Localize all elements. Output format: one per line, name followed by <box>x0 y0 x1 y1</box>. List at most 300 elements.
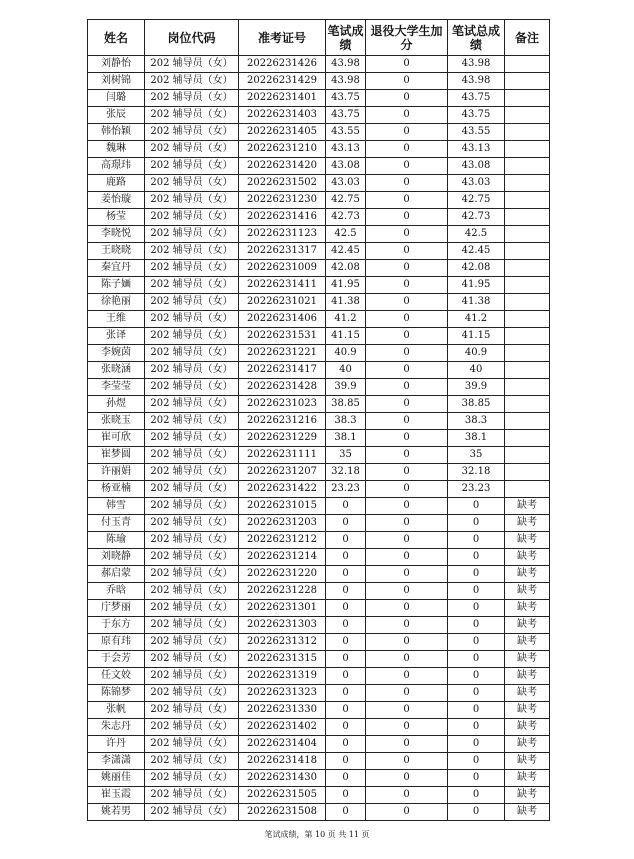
exam-number-cell: 20226231422 <box>239 481 326 498</box>
table-row <box>88 770 550 787</box>
total-score-cell: 23.23 <box>448 481 505 498</box>
table-row <box>88 56 550 73</box>
name-cell: 陈瑜 <box>88 532 145 549</box>
veteran-bonus-cell: 0 <box>366 73 448 90</box>
exam-number-cell: 20226231405 <box>239 124 326 141</box>
name-cell: 任文姣 <box>88 668 145 685</box>
remarks-cell <box>505 192 550 209</box>
name-cell: 秦宜丹 <box>88 260 145 277</box>
position-code-cell: 202 辅导员（女） <box>145 345 239 362</box>
name-cell: 杨莹 <box>88 209 145 226</box>
remarks-cell <box>505 430 550 447</box>
veteran-bonus-cell: 0 <box>366 549 448 566</box>
header-remarks: 备注 <box>505 20 550 56</box>
written-score-cell: 0 <box>326 736 366 753</box>
table-row <box>88 753 550 770</box>
name-cell: 王晓晓 <box>88 243 145 260</box>
name-cell: 郝启蒙 <box>88 566 145 583</box>
remarks-cell: 缺考 <box>505 770 550 787</box>
position-code-cell: 202 辅导员（女） <box>145 226 239 243</box>
written-score-cell: 0 <box>326 634 366 651</box>
remarks-cell: 缺考 <box>505 583 550 600</box>
name-cell: 庁梦丽 <box>88 600 145 617</box>
table-row <box>88 260 550 277</box>
name-cell: 张辰 <box>88 107 145 124</box>
table-row <box>88 702 550 719</box>
total-score-cell: 38.3 <box>448 413 505 430</box>
table-row <box>88 651 550 668</box>
remarks-cell <box>505 56 550 73</box>
written-score-cell: 40.9 <box>326 345 366 362</box>
total-score-cell: 43.13 <box>448 141 505 158</box>
veteran-bonus-cell: 0 <box>366 719 448 736</box>
veteran-bonus-cell: 0 <box>366 396 448 413</box>
veteran-bonus-cell: 0 <box>366 787 448 804</box>
total-score-cell: 0 <box>448 736 505 753</box>
table-row <box>88 617 550 634</box>
remarks-cell: 缺考 <box>505 566 550 583</box>
remarks-cell <box>505 379 550 396</box>
exam-number-cell: 20226231111 <box>239 447 326 464</box>
position-code-cell: 202 辅导员（女） <box>145 277 239 294</box>
remarks-cell <box>505 90 550 107</box>
position-code-cell: 202 辅导员（女） <box>145 515 239 532</box>
veteran-bonus-cell: 0 <box>366 464 448 481</box>
position-code-cell: 202 辅导员（女） <box>145 124 239 141</box>
remarks-cell <box>505 141 550 158</box>
position-code-cell: 202 辅导员（女） <box>145 294 239 311</box>
position-code-cell: 202 辅导员（女） <box>145 158 239 175</box>
exam-number-cell: 20226231230 <box>239 192 326 209</box>
written-score-cell: 0 <box>326 668 366 685</box>
total-score-cell: 41.38 <box>448 294 505 311</box>
table-row <box>88 345 550 362</box>
remarks-cell: 缺考 <box>505 804 550 821</box>
exam-number-cell: 20226231416 <box>239 209 326 226</box>
position-code-cell: 202 辅导员（女） <box>145 56 239 73</box>
total-score-cell: 43.98 <box>448 73 505 90</box>
exam-number-cell: 20226231401 <box>239 90 326 107</box>
total-score-cell: 0 <box>448 668 505 685</box>
remarks-cell: 缺考 <box>505 515 550 532</box>
total-score-cell: 42.75 <box>448 192 505 209</box>
name-cell: 许丽娟 <box>88 464 145 481</box>
veteran-bonus-cell: 0 <box>366 651 448 668</box>
table-row <box>88 447 550 464</box>
written-score-cell: 43.98 <box>326 73 366 90</box>
exam-number-cell: 20226231508 <box>239 804 326 821</box>
written-score-cell: 0 <box>326 719 366 736</box>
total-score-cell: 42.45 <box>448 243 505 260</box>
exam-number-cell: 20226231023 <box>239 396 326 413</box>
position-code-cell: 202 辅导员（女） <box>145 481 239 498</box>
name-cell: 朱志丹 <box>88 719 145 736</box>
position-code-cell: 202 辅导员（女） <box>145 90 239 107</box>
veteran-bonus-cell: 0 <box>366 56 448 73</box>
header-veteran-bonus: 退役大学生加分 <box>366 20 448 56</box>
written-score-cell: 0 <box>326 532 366 549</box>
position-code-cell: 202 辅导员（女） <box>145 804 239 821</box>
table-row <box>88 192 550 209</box>
table-header <box>88 20 550 56</box>
position-code-cell: 202 辅导员（女） <box>145 753 239 770</box>
table-row <box>88 413 550 430</box>
table-row <box>88 566 550 583</box>
position-code-cell: 202 辅导员（女） <box>145 719 239 736</box>
exam-number-cell: 20226231216 <box>239 413 326 430</box>
veteran-bonus-cell: 0 <box>366 124 448 141</box>
total-score-cell: 0 <box>448 770 505 787</box>
exam-number-cell: 20226231531 <box>239 328 326 345</box>
table-row <box>88 634 550 651</box>
total-score-cell: 40.9 <box>448 345 505 362</box>
table-row <box>88 158 550 175</box>
written-score-cell: 0 <box>326 651 366 668</box>
exam-number-cell: 20226231021 <box>239 294 326 311</box>
position-code-cell: 202 辅导员（女） <box>145 532 239 549</box>
name-cell: 崔可欣 <box>88 430 145 447</box>
total-score-cell: 0 <box>448 787 505 804</box>
total-score-cell: 0 <box>448 617 505 634</box>
remarks-cell <box>505 243 550 260</box>
remarks-cell: 缺考 <box>505 736 550 753</box>
name-cell: 徐艳丽 <box>88 294 145 311</box>
total-score-cell: 42.73 <box>448 209 505 226</box>
position-code-cell: 202 辅导员（女） <box>145 702 239 719</box>
table-row <box>88 583 550 600</box>
exam-number-cell: 20226231229 <box>239 430 326 447</box>
remarks-cell <box>505 362 550 379</box>
total-score-cell: 0 <box>448 566 505 583</box>
total-score-cell: 35 <box>448 447 505 464</box>
veteran-bonus-cell: 0 <box>366 379 448 396</box>
position-code-cell: 202 辅导员（女） <box>145 413 239 430</box>
veteran-bonus-cell: 0 <box>366 345 448 362</box>
written-score-cell: 43.75 <box>326 107 366 124</box>
total-score-cell: 41.2 <box>448 311 505 328</box>
remarks-cell <box>505 175 550 192</box>
remarks-cell <box>505 124 550 141</box>
veteran-bonus-cell: 0 <box>366 362 448 379</box>
remarks-cell: 缺考 <box>505 702 550 719</box>
total-score-cell: 43.08 <box>448 158 505 175</box>
written-score-cell: 0 <box>326 600 366 617</box>
exam-number-cell: 20226231411 <box>239 277 326 294</box>
total-score-cell: 0 <box>448 753 505 770</box>
exam-number-cell: 20226231429 <box>239 73 326 90</box>
table-row <box>88 787 550 804</box>
total-score-cell: 43.55 <box>448 124 505 141</box>
exam-number-cell: 20226231426 <box>239 56 326 73</box>
veteran-bonus-cell: 0 <box>366 209 448 226</box>
remarks-cell <box>505 481 550 498</box>
name-cell: 崔梦圆 <box>88 447 145 464</box>
name-cell: 张晓涵 <box>88 362 145 379</box>
written-score-cell: 0 <box>326 804 366 821</box>
total-score-cell: 0 <box>448 532 505 549</box>
exam-number-cell: 20226231402 <box>239 719 326 736</box>
total-score-cell: 41.15 <box>448 328 505 345</box>
veteran-bonus-cell: 0 <box>366 600 448 617</box>
remarks-cell <box>505 311 550 328</box>
name-cell: 魏琳 <box>88 141 145 158</box>
written-score-cell: 23.23 <box>326 481 366 498</box>
exam-number-cell: 20226231505 <box>239 787 326 804</box>
exam-number-cell: 20226231312 <box>239 634 326 651</box>
total-score-cell: 32.18 <box>448 464 505 481</box>
veteran-bonus-cell: 0 <box>366 634 448 651</box>
name-cell: 王维 <box>88 311 145 328</box>
name-cell: 高璟玮 <box>88 158 145 175</box>
written-score-cell: 42.45 <box>326 243 366 260</box>
exam-number-cell: 20226231315 <box>239 651 326 668</box>
exam-number-cell: 20226231009 <box>239 260 326 277</box>
name-cell: 陈锦梦 <box>88 685 145 702</box>
position-code-cell: 202 辅导员（女） <box>145 447 239 464</box>
veteran-bonus-cell: 0 <box>366 328 448 345</box>
table-row <box>88 311 550 328</box>
veteran-bonus-cell: 0 <box>366 532 448 549</box>
table-row <box>88 430 550 447</box>
total-score-cell: 0 <box>448 685 505 702</box>
position-code-cell: 202 辅导员（女） <box>145 260 239 277</box>
veteran-bonus-cell: 0 <box>366 736 448 753</box>
name-cell: 原有玮 <box>88 634 145 651</box>
position-code-cell: 202 辅导员（女） <box>145 634 239 651</box>
exam-number-cell: 20226231207 <box>239 464 326 481</box>
veteran-bonus-cell: 0 <box>366 702 448 719</box>
name-cell: 孙煜 <box>88 396 145 413</box>
total-score-cell: 40 <box>448 362 505 379</box>
header-row <box>88 20 550 56</box>
veteran-bonus-cell: 0 <box>366 566 448 583</box>
position-code-cell: 202 辅导员（女） <box>145 600 239 617</box>
name-cell: 李潇潇 <box>88 753 145 770</box>
exam-number-cell: 20226231210 <box>239 141 326 158</box>
table-row <box>88 685 550 702</box>
veteran-bonus-cell: 0 <box>366 685 448 702</box>
name-cell: 鹿路 <box>88 175 145 192</box>
exam-number-cell: 20226231330 <box>239 702 326 719</box>
total-score-cell: 43.75 <box>448 107 505 124</box>
name-cell: 乔晗 <box>88 583 145 600</box>
header-exam-number: 准考证号 <box>239 20 326 56</box>
header-written-score: 笔试成绩 <box>326 20 366 56</box>
exam-number-cell: 20226231303 <box>239 617 326 634</box>
position-code-cell: 202 辅导员（女） <box>145 362 239 379</box>
veteran-bonus-cell: 0 <box>366 515 448 532</box>
veteran-bonus-cell: 0 <box>366 413 448 430</box>
remarks-cell <box>505 396 550 413</box>
position-code-cell: 202 辅导员（女） <box>145 464 239 481</box>
veteran-bonus-cell: 0 <box>366 107 448 124</box>
total-score-cell: 0 <box>448 515 505 532</box>
table-body <box>88 56 550 821</box>
written-score-cell: 0 <box>326 515 366 532</box>
name-cell: 陈子婳 <box>88 277 145 294</box>
veteran-bonus-cell: 0 <box>366 226 448 243</box>
exam-number-cell: 20226231123 <box>239 226 326 243</box>
table-row <box>88 396 550 413</box>
name-cell: 张译 <box>88 328 145 345</box>
position-code-cell: 202 辅导员（女） <box>145 379 239 396</box>
table-row <box>88 294 550 311</box>
remarks-cell: 缺考 <box>505 753 550 770</box>
header-position-code: 岗位代码 <box>145 20 239 56</box>
position-code-cell: 202 辅导员（女） <box>145 651 239 668</box>
written-score-cell: 41.2 <box>326 311 366 328</box>
total-score-cell: 38.1 <box>448 430 505 447</box>
exam-number-cell: 20226231430 <box>239 770 326 787</box>
position-code-cell: 202 辅导员（女） <box>145 311 239 328</box>
written-score-cell: 35 <box>326 447 366 464</box>
exam-number-cell: 20226231203 <box>239 515 326 532</box>
position-code-cell: 202 辅导员（女） <box>145 175 239 192</box>
name-cell: 杨亚楠 <box>88 481 145 498</box>
exam-number-cell: 20226231220 <box>239 566 326 583</box>
remarks-cell: 缺考 <box>505 532 550 549</box>
total-score-cell: 39.9 <box>448 379 505 396</box>
table-row <box>88 209 550 226</box>
veteran-bonus-cell: 0 <box>366 158 448 175</box>
table-row <box>88 379 550 396</box>
exam-number-cell: 20226231317 <box>239 243 326 260</box>
written-score-cell: 38.3 <box>326 413 366 430</box>
position-code-cell: 202 辅导员（女） <box>145 549 239 566</box>
written-score-cell: 43.13 <box>326 141 366 158</box>
total-score-cell: 43.75 <box>448 90 505 107</box>
table-row <box>88 90 550 107</box>
position-code-cell: 202 辅导员（女） <box>145 430 239 447</box>
written-score-cell: 38.1 <box>326 430 366 447</box>
total-score-cell: 42.08 <box>448 260 505 277</box>
name-cell: 于会芳 <box>88 651 145 668</box>
veteran-bonus-cell: 0 <box>366 175 448 192</box>
remarks-cell <box>505 73 550 90</box>
written-score-cell: 0 <box>326 617 366 634</box>
remarks-cell <box>505 464 550 481</box>
table-row <box>88 464 550 481</box>
table-row <box>88 532 550 549</box>
remarks-cell <box>505 277 550 294</box>
exam-number-cell: 20226231420 <box>239 158 326 175</box>
score-table <box>87 19 550 821</box>
name-cell: 姜怡璇 <box>88 192 145 209</box>
table-row <box>88 107 550 124</box>
position-code-cell: 202 辅导员（女） <box>145 583 239 600</box>
position-code-cell: 202 辅导员（女） <box>145 243 239 260</box>
position-code-cell: 202 辅导员（女） <box>145 736 239 753</box>
veteran-bonus-cell: 0 <box>366 668 448 685</box>
table-row <box>88 277 550 294</box>
table-row <box>88 226 550 243</box>
remarks-cell <box>505 413 550 430</box>
name-cell: 韩怡颖 <box>88 124 145 141</box>
table-row <box>88 668 550 685</box>
position-code-cell: 202 辅导员（女） <box>145 770 239 787</box>
total-score-cell: 0 <box>448 583 505 600</box>
written-score-cell: 39.9 <box>326 379 366 396</box>
total-score-cell: 0 <box>448 804 505 821</box>
position-code-cell: 202 辅导员（女） <box>145 141 239 158</box>
remarks-cell: 缺考 <box>505 668 550 685</box>
remarks-cell <box>505 107 550 124</box>
remarks-cell: 缺考 <box>505 634 550 651</box>
position-code-cell: 202 辅导员（女） <box>145 787 239 804</box>
table-row <box>88 124 550 141</box>
position-code-cell: 202 辅导员（女） <box>145 498 239 515</box>
veteran-bonus-cell: 0 <box>366 447 448 464</box>
remarks-cell <box>505 260 550 277</box>
total-score-cell: 42.5 <box>448 226 505 243</box>
name-cell: 张晓玉 <box>88 413 145 430</box>
veteran-bonus-cell: 0 <box>366 90 448 107</box>
remarks-cell: 缺考 <box>505 685 550 702</box>
position-code-cell: 202 辅导员（女） <box>145 566 239 583</box>
written-score-cell: 43.75 <box>326 90 366 107</box>
exam-number-cell: 20226231212 <box>239 532 326 549</box>
total-score-cell: 38.85 <box>448 396 505 413</box>
veteran-bonus-cell: 0 <box>366 804 448 821</box>
veteran-bonus-cell: 0 <box>366 277 448 294</box>
written-score-cell: 40 <box>326 362 366 379</box>
position-code-cell: 202 辅导员（女） <box>145 328 239 345</box>
total-score-cell: 0 <box>448 498 505 515</box>
total-score-cell: 43.98 <box>448 56 505 73</box>
name-cell: 崔玉霞 <box>88 787 145 804</box>
header-name: 姓名 <box>88 20 145 56</box>
total-score-cell: 0 <box>448 719 505 736</box>
total-score-cell: 0 <box>448 702 505 719</box>
name-cell: 付玉青 <box>88 515 145 532</box>
written-score-cell: 0 <box>326 753 366 770</box>
exam-number-cell: 20226231403 <box>239 107 326 124</box>
table-row <box>88 804 550 821</box>
remarks-cell: 缺考 <box>505 787 550 804</box>
total-score-cell: 0 <box>448 549 505 566</box>
veteran-bonus-cell: 0 <box>366 243 448 260</box>
written-score-cell: 43.55 <box>326 124 366 141</box>
remarks-cell: 缺考 <box>505 651 550 668</box>
veteran-bonus-cell: 0 <box>366 294 448 311</box>
remarks-cell <box>505 447 550 464</box>
exam-number-cell: 20226231221 <box>239 345 326 362</box>
table-row <box>88 600 550 617</box>
name-cell: 许丹 <box>88 736 145 753</box>
written-score-cell: 0 <box>326 702 366 719</box>
table-row <box>88 736 550 753</box>
name-cell: 韩雪 <box>88 498 145 515</box>
name-cell: 李婉茵 <box>88 345 145 362</box>
written-score-cell: 0 <box>326 566 366 583</box>
remarks-cell <box>505 345 550 362</box>
table-row <box>88 243 550 260</box>
position-code-cell: 202 辅导员（女） <box>145 209 239 226</box>
position-code-cell: 202 辅导员（女） <box>145 668 239 685</box>
name-cell: 张帆 <box>88 702 145 719</box>
written-score-cell: 0 <box>326 583 366 600</box>
exam-number-cell: 20226231228 <box>239 583 326 600</box>
name-cell: 刘静怡 <box>88 56 145 73</box>
table-row <box>88 362 550 379</box>
exam-number-cell: 20226231428 <box>239 379 326 396</box>
veteran-bonus-cell: 0 <box>366 753 448 770</box>
exam-number-cell: 20226231319 <box>239 668 326 685</box>
written-score-cell: 43.03 <box>326 175 366 192</box>
veteran-bonus-cell: 0 <box>366 260 448 277</box>
table-row <box>88 515 550 532</box>
written-score-cell: 42.5 <box>326 226 366 243</box>
